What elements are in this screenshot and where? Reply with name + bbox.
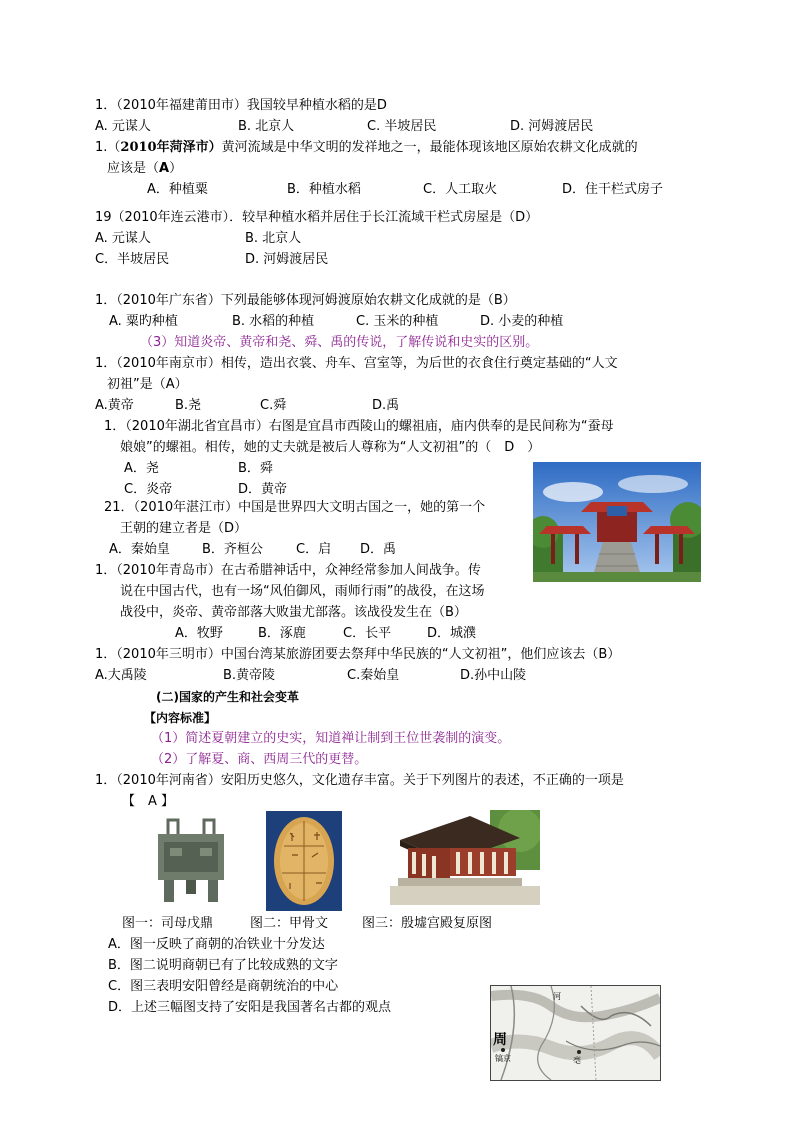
content-standard-2: （2）了解夏、商、西周三代的更替。 (151, 752, 368, 767)
q10-option-b: B．图二说明商朝已有了比较成熟的文字 (108, 958, 338, 973)
q9-stem: 1．（2010年三明市）中国台湾某旅游团要去祭拜中华民族的“人文初祖”，他们应该去（B） (95, 647, 621, 662)
q8-option-c: C．长平 (343, 626, 392, 641)
q3-option-a: A. 元谋人 (95, 231, 151, 246)
q8-option-b: B．涿鹿 (258, 626, 306, 641)
caption-figure-1: 图一：司母戊鼎 (122, 916, 214, 931)
q3-stem: 19（2010年连云港市）．较早种植水稻并居住于长江流域干栏式房屋是（D） (95, 210, 539, 225)
q2-option-b: B．种植水稻 (287, 182, 361, 197)
q8-stem: 1．（2010年青岛市）在古希腊神话中，众神经常参加人间战争。传 (95, 563, 481, 578)
section-title: (二)国家的产生和社会变革 (156, 690, 299, 704)
q8-option-a: A．牧野 (175, 626, 223, 641)
q1-option-c: C. 半坡居民 (367, 119, 437, 134)
q5-stem-line2: 初祖”是（A） (107, 377, 188, 392)
q6-stem: 1．（2010年湖北省宜昌市）右图是宜昌市西陵山的螺祖庙，庙内供奉的是民间称为“蚕母 (104, 419, 614, 434)
q9-option-c: C.秦始皇 (347, 668, 400, 683)
q5-option-d: D.禹 (372, 398, 400, 413)
q4-option-d: D. 小麦的种植 (480, 314, 564, 329)
q10-option-d: D．上述三幅图支持了安阳是我国著名古都的观点 (108, 1000, 392, 1015)
q4-stem: 1．（2010年广东省）下列最能够体现河姆渡原始农耕文化成就的是（B） (95, 293, 516, 308)
q7-stem-line2: 王朝的建立者是（D） (120, 521, 248, 536)
q9-option-b: B.黄帝陵 (223, 668, 276, 683)
q10-answer: 【 A 】 (122, 794, 175, 809)
caption-figure-2: 图二：甲骨文 (250, 916, 329, 931)
q9-option-a: A.大禹陵 (95, 668, 147, 683)
caption-figure-3: 图三：殷墟宫殿复原图 (362, 916, 493, 931)
q1-stem: 1．（2010年福建莆田市）我国较早种植水稻的是D (95, 98, 387, 113)
q1-option-b: B. 北京人 (238, 119, 295, 134)
q2-stem: 1.（2010年菏泽市）黄河流域是中华文明的发祥地之一，最能体现该地区原始农耕文化成就的 (95, 140, 638, 155)
q5-stem: 1．（2010年南京市）相传，造出衣裳、舟车、宫室等，为后世的衣食住行奠定基础的“人文 (95, 356, 618, 371)
q7-option-c: C．启 (296, 542, 332, 557)
content-standard-heading: 【内容标准】 (144, 711, 217, 725)
q4-option-c: C. 玉米的种植 (356, 314, 439, 329)
q1-option-a: A. 元谋人 (95, 119, 151, 134)
q6-stem-line2: 娘娘”的螺祖。相传，她的丈夫就是被后人尊称为“人文初祖”的（ D ） (120, 440, 541, 455)
q6-option-b: B．舜 (238, 461, 273, 476)
q2-option-a: A．种植粟 (147, 182, 208, 197)
oracle-bone-photo (266, 811, 342, 911)
q5-option-a: A.黄帝 (95, 398, 134, 413)
q4-option-a: A. 粟旳种植 (109, 314, 178, 329)
q6-option-d: D．黄帝 (238, 482, 288, 497)
q3-option-c: C．半坡居民 (95, 252, 170, 267)
map-label-haojing: 镐京 (495, 1054, 511, 1063)
q4-option-b: B. 水稻的种植 (232, 314, 315, 329)
q10-option-c: C．图三表明安阳曾经是商朝统治的中心 (108, 979, 339, 994)
map-label-river: 河 (553, 992, 561, 1001)
map-label-zhou: 周 (493, 1032, 507, 1048)
q7-stem: 21．（2010年湛江市）中国是世界四大文明古国之一，她的第一个 (104, 500, 486, 515)
yinxu-palace-photo (390, 810, 540, 905)
q9-option-d: D.孙中山陵 (460, 668, 527, 683)
q3-option-d: D. 河姆渡居民 (245, 252, 329, 267)
q10-option-a: A．图一反映了商朝的冶铁业十分发达 (108, 937, 325, 952)
zhou-dynasty-map (490, 985, 661, 1081)
content-standard-1: （1）简述夏朝建立的史实，知道禅让制到王位世袭制的演变。 (151, 731, 511, 746)
simuwu-ding-photo (150, 816, 232, 906)
q10-stem: 1．（2010年河南省）安阳历史悠久，文化遗存丰富。关于下列图片的表述，不正确的一项是 (95, 773, 624, 788)
q6-option-a: A．尧 (124, 461, 159, 476)
content-standard-3: （3）知道炎帝、黄帝和尧、舜、禹的传说，了解传说和史实的区别。 (140, 335, 539, 350)
q5-option-b: B.尧 (175, 398, 202, 413)
q3-option-b: B. 北京人 (245, 231, 302, 246)
q8-stem-line2: 说在中国古代，也有一场“风伯御风，雨师行雨”的战役，在这场 (120, 584, 485, 599)
q2-option-c: C．人工取火 (423, 182, 498, 197)
luozu-temple-photo (533, 462, 701, 582)
q5-option-c: C.舜 (260, 398, 287, 413)
q8-stem-line3: 战役中，炎帝、黄帝部落大败蚩尤部落。该战役发生在（B） (120, 605, 467, 620)
q7-option-a: A．秦始皇 (109, 542, 170, 557)
q2-option-d: D．住干栏式房子 (562, 182, 664, 197)
q7-option-d: D．禹 (360, 542, 397, 557)
q7-option-b: B．齐桓公 (202, 542, 263, 557)
q2-stem-line2: 应该是（A） (107, 161, 183, 176)
q8-option-d: D．城濮 (427, 626, 477, 641)
q1-option-d: D. 河姆渡居民 (510, 119, 594, 134)
q6-option-c: C．炎帝 (124, 482, 173, 497)
map-label-bo: 亳 (573, 1056, 581, 1065)
